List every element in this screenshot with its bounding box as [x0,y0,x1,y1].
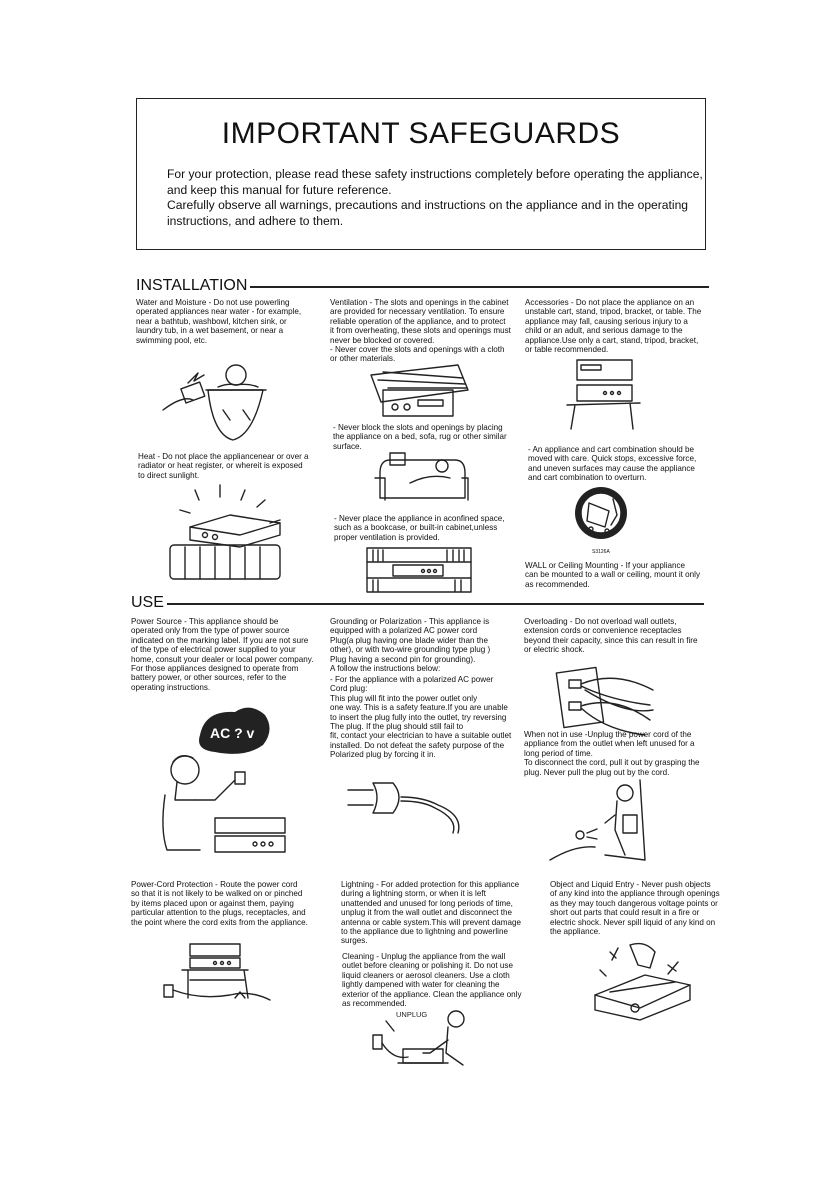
cart-icon-label: S3126A [592,549,610,555]
polarized-plug-text: - For the appliance with a polarized AC power Cord plug: This plug will fit into the power outlet only one way. This is a safety feature.If you are unable to insert the plug fully into the outlet, try reversing The plug. If the plug should still fail to fit, contact your electrician to have a suitable outlet installed. Do not defeat the safety purpose of the Polarized plug by forcing it in. [330,675,512,760]
cleaning-unplug-illustration [368,1005,478,1070]
bookcase-illustration [365,546,473,594]
confined-space-text: - Never place the appliance in aconfined space, such as a bookcase, or built-in cabinet,unless proper ventilation is provided. [334,514,505,542]
installation-rule [250,286,709,288]
intro-paragraph-1: For your protection, please read these safety instructions completely before operating the appliance, and keep this manual for future reference. [167,167,703,197]
overloaded-outlet-illustration [555,660,655,740]
power-cord-protection-text: Power-Cord Protection - Route the power cord so that it is not likely to be walked on or pinched by items placed upon or against them, paying particular attention to the plugs, receptacles, and the point where the cord exits from the appliance. [131,880,308,927]
unplug-label: UNPLUG [396,1010,428,1019]
power-source-person-illustration [155,700,295,855]
liquid-entry-illustration [590,940,695,1020]
sofa-illustration [370,448,470,506]
ventilation-text: Ventilation - The slots and openings in the cabinet are provided for necessary ventilation. To ensure reliable operation of the appliance, and to protect it from overheating, these slots and openings must never be blocked or covered. - Never cover the slots and openings with a cloth or other materials. [330,298,511,364]
header-box [136,98,706,250]
not-in-use-text: When not in use -Unplug the power cord of the appliance from the outlet when left unused for a long period of time. To disconnect the cord, pull it out by grasping the plug. Never pull the plug out by the cord. [524,730,700,777]
wall-mounting-text: WALL or Ceiling Mounting - If your appliance can be mounted to a wall or ceiling, mount it only as recommended. [525,561,701,589]
cart-stand-illustration [565,355,645,430]
lightning-text: Lightning - For added protection for this appliance during a lightning storm, or when it is left unattended and unused for long periods of time, unplug it from the wall outlet and disconnect the antenna or cable system.This will prevent damage to the appliance due to lightning and powerline surges. [341,880,521,946]
object-liquid-text: Object and Liquid Entry - Never push objects of any kind into the appliance through openings as they may touch dangerous voltage points or short out parts that could result in a fire or electric shock. Never spill liquid of any kind on the appliance. [550,880,720,937]
covered-amplifier-illustration [363,360,473,422]
use-heading: USE [131,594,164,611]
page-title: IMPORTANT SAFEGUARDS [221,117,621,150]
cleaning-text: Cleaning - Unplug the appliance from the wall outlet before cleaning or polishing it. Do not use liquid cleaners or aerosol cleaners. Use a cloth lightly dampened with water for cleaning the exterior of the appliance. Clean the appliance only as recommended. [342,952,522,1009]
radiator-illustration [165,485,305,580]
intro-text [167,167,707,229]
ac-question-label: AC ? v [210,725,255,741]
overloading-text: Overloading - Do not overload wall outlets, extension cords or convenience receptacles beyond their capacity, since this can result in fire or electric shock. [524,617,698,655]
cart-warning-text: - An appliance and cart combination should be moved with care. Quick stops, excessive force, and uneven surfaces may cause the appliance and cart combination to overturn. [528,445,697,483]
power-source-text: Power Source - This appliance should be operated only from the type of power source indicated on the marking label. If you are not sure of the type of electrical power supplied to your home, consult your dealer or local power company. For those appliances designed to operate from battery power, or other sources, refer to the operating instructions. [131,617,314,692]
installation-heading: INSTALLATION [136,277,248,294]
power-cord-table-illustration [160,940,275,1005]
cart-warning-icon [573,485,633,545]
use-rule [167,603,704,605]
polarized-plug-illustration [343,775,468,835]
grounding-text: Grounding or Polarization - This appliance is equipped with a polarized AC power cord Plug(a plug having one blade wider than the other), or with two-wire grounding type plug ) Plug having a second pin for grounding). A follow the instructions below: [330,617,491,674]
water-moisture-text: Water and Moisture - Do not use powerling operated appliances near water - for example, near a bathtub, washbowl, kitchen sink, or laundry tub, in a wet basement, or near a swimming pool, etc. [136,298,302,345]
unplug-person-illustration [545,775,665,870]
accessories-text: Accessories - Do not place the appliance on an unstable cart, stand, tripod, bracket, or table. The appliance may fall, causing serious injury to a child or an adult, and serious damage to the appliance.Use only a cart, stand, tripod, bracket, or table recommended. [525,298,702,355]
heat-text: Heat - Do not place the appliancenear or over a radiator or heat register, or whereit is exposed to direct sunlight. [138,452,309,480]
intro-paragraph-2: Carefully observe all warnings, precautions and instructions on the appliance and in the operating instructions, and adhere to them. [167,198,689,228]
never-block-text: - Never block the slots and openings by placing the appliance on a bed, sofa, rug or other similar surface. [333,423,507,451]
bathtub-illustration [158,355,278,450]
